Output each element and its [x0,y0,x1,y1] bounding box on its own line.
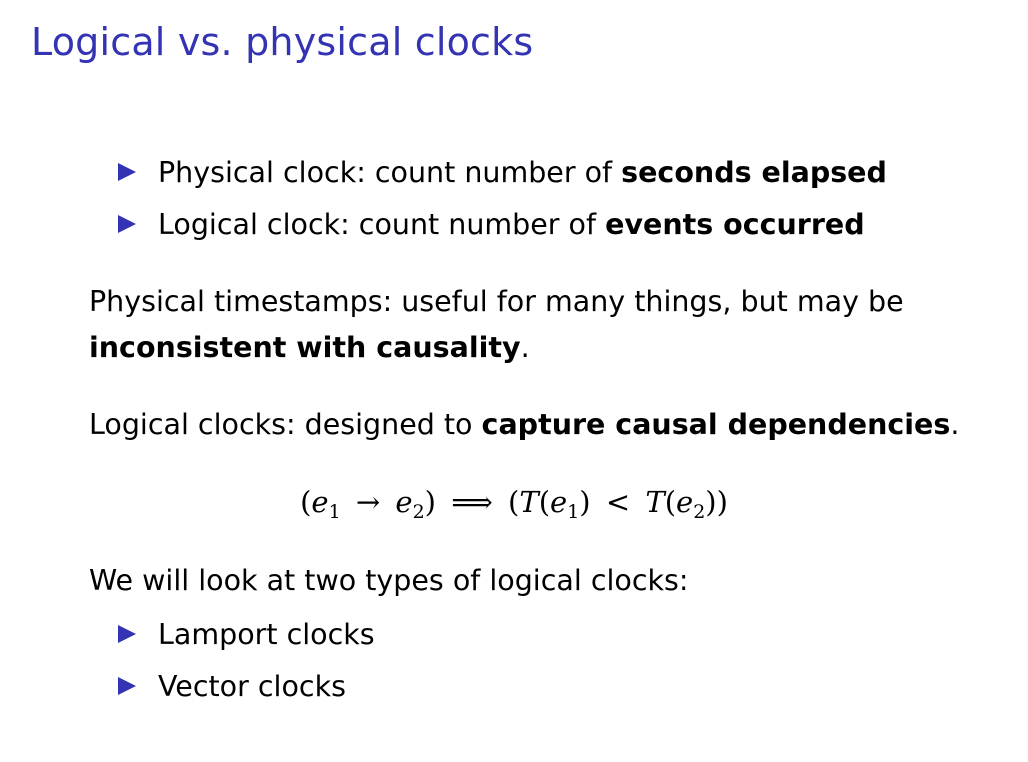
causality-formula [0,485,1028,523]
para-logical-clocks [89,408,960,441]
para-punct: . [950,408,960,441]
bullet-bold: seconds elapsed [621,156,887,189]
bullet-text: Physical clock: count number of [158,156,622,189]
bullet-vector-clocks: Vector clocks [158,670,346,703]
bullet-physical-clock [158,156,887,189]
formula-paren: ( [300,485,312,519]
bullet-arrow-icon [118,677,136,695]
formula-implies: ⟹ [451,485,493,519]
bullet-arrow-icon [118,625,136,643]
bullet-lamport-clocks: Lamport clocks [158,618,375,651]
slide-title: Logical vs. physical clocks [31,20,534,64]
formula-paren: ) [579,485,591,519]
formula-lt: < [605,485,631,519]
bullet-arrow-icon [118,163,136,181]
formula-var: e [550,485,568,519]
para-physical-timestamps-line2 [89,331,530,364]
formula-paren: ( [508,485,520,519]
para-punct: . [520,331,530,364]
para-bold: capture causal dependencies [481,408,951,441]
formula-func: T [519,485,539,519]
formula-paren: ( [538,485,551,519]
bullet-text: Logical clock: count number of [158,208,606,241]
para-text: Logical clocks: designed to [89,408,482,441]
formula-sub: 1 [328,501,341,523]
formula-var: e [676,485,694,519]
bullet-arrow-icon [118,215,136,233]
formula-paren: ( [664,485,677,519]
bullet-logical-clock [158,208,865,241]
formula-sub: 2 [412,501,425,523]
bullet-bold: events occurred [605,208,865,241]
para-bold: inconsistent with causality [89,331,521,364]
formula-paren: ) [424,485,436,519]
para-two-types: We will look at two types of logical clocks: [89,564,689,597]
formula-arrow: → [355,485,381,519]
formula-var: e [395,485,413,519]
formula-sub: 2 [693,501,706,523]
formula-var: e [311,485,329,519]
para-physical-timestamps-line1: Physical timestamps: useful for many things, but may be [89,285,904,318]
formula-sub: 1 [567,501,580,523]
formula-paren: )) [705,485,728,519]
formula-func: T [645,485,665,519]
